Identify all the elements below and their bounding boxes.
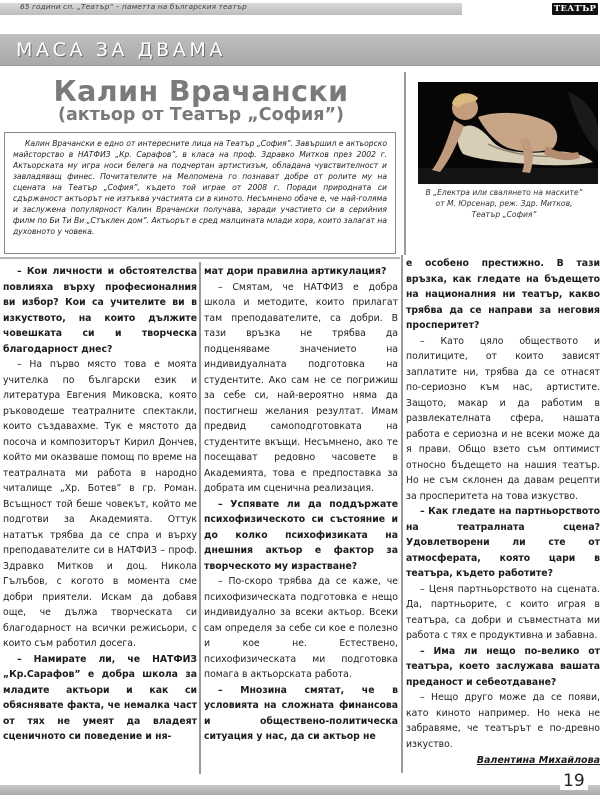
actor-photo bbox=[418, 82, 598, 184]
photo-caption bbox=[408, 187, 600, 220]
interview-question: – Намирате ли, че НАТФИЗ „Кр.Сарафов” е добра школа за младите актьори и как си обяснявате факта, че немалка част от тях не умеят да владеят сценичното си поведение и ня- bbox=[3, 653, 197, 742]
section-band bbox=[0, 34, 600, 66]
title-divider bbox=[404, 72, 406, 255]
article-column-1 bbox=[3, 264, 197, 745]
caption-line: В „Електра или свалянето на маските” bbox=[425, 188, 583, 197]
caption-line: от М. Юрсенар, реж. Здр. Митков, bbox=[435, 199, 573, 208]
article-title: Калин Врачански bbox=[53, 75, 349, 108]
section-title: МАСА ЗА ДВАМА bbox=[16, 39, 226, 61]
magazine-logo: ТЕАТЪР bbox=[553, 4, 597, 14]
intro-text: Калин Врачански е едно от интересните лица на Театър „София”. Завършил е актьорско майсторство в НАТФИЗ „Кр. Сарафов”, в класа на проф. Здравко Митков през 2002 г. Актьорската му игра носи белега на подчертан артистизъм, обладана чувствителност и завладяващ финес. Почитателите на Мелпомена го познават добре от ролите му на сцената на Театър „София”, където той играе от 2008 г. Поради природната си сдържаност актьорът не изтъква участията си в киното. Несъмнено обаче е, че най-голяма и заслужена популярност Калин Врачански получава, заради участието си в серийния филм по Би Ти Ви „Стъклен дом”. Актьорът е сред малцината млади хора, които залагат на духовното у човека. bbox=[13, 139, 387, 236]
page-number: 19 bbox=[560, 772, 588, 790]
column-divider-1 bbox=[199, 262, 201, 774]
interview-answer: – Като цяло обществото и политиците, от които зависят заплатите ни, трябва да се отнасят по-сериозно към нас, артистите. Защото, макар и да работим в развлекателната сфера, нашата работа е сериозна и не всеки може да я прави. Общо взето съм оптимист относно бъдещето на нашия театър. Но не съм склонен да давам рецепти за просперитета на това изкуство. bbox=[406, 335, 600, 502]
intro-bottom-rule bbox=[0, 257, 400, 259]
interview-answer: – На първо място това е моята учителка по български език и литература Евгения Миковска, която ръководеше театралните спектакли, които създавахме. Тук е мястото да посоча и композиторът Кирил Дончев, който ми оказваше помощ по време на театралната ми работа в народно читалище „Хр. Ботев” в гр. Роман. Всъщност той беше човекът, който ме подготви за Академията. Оттук нататък трябва да се спра и върху преподавателите си в НАТФИЗ – проф. Здравко Митков и доц. Никола Гълъбов, с когото в момента сме добри приятели. Искам да добавя още, че дължа творческата си благодарност на всички режисьори, с които съм работил досега. bbox=[3, 359, 197, 649]
caption-line: Театър „София” bbox=[471, 210, 537, 219]
article-column-3 bbox=[406, 256, 600, 769]
interview-answer: – Нещо друго може да се появи, като киното например. Но нека не забравяме, че театърът е по-древно изкуство. bbox=[406, 692, 600, 750]
actor-on-stage-image bbox=[418, 82, 598, 184]
interview-question: – Мнозина смятат, че в условията на сложната финансова и обществено-политическа ситуация у нас, да си актьор не bbox=[204, 684, 398, 742]
interview-question: – Кои личности и обстоятелства повлияха върху професионалния ви избор? Кои са учителите ви в изкуството, на които дължите човешката си и творческа благодарност днес? bbox=[3, 266, 197, 355]
interview-answer: – Смятам, че НАТФИЗ е добра школа и методите, които прилагат там преподавателите, са добри. В тази връзка не трябва да подценяваме значението на индивидуалната подготовка на студентите. Ако сам не се погрижиш за себе си, най-вероятно няма да постигнеш желания резултат. Имам предвид самоподготовката на студентите вкъщи. Несъмнено, ако те посещават редовно часовете в Академията, това е предпоставка за добрата им сценична реализация. bbox=[204, 281, 398, 494]
intro-box bbox=[4, 132, 396, 254]
interview-answer: – По-скоро трябва да се каже, че психофизическата подготовка е нещо индивидуално за всеки актьор. Всеки сам определя за себе си кое е полезно и кое не. Естествено, психофизическата ми подготовка помага в актьорската работа. bbox=[204, 576, 398, 680]
column-divider-2 bbox=[401, 255, 403, 773]
running-header bbox=[0, 0, 600, 18]
article-subtitle: (актьор от Театър „София”) bbox=[57, 105, 345, 125]
interview-question: – Успявате ли да поддържате психофизическото си състояние и до колко психофизиката на днешния актьор е фактор за творческото му израстване? bbox=[204, 498, 398, 572]
interview-question-continued: е особено престижно. В тази връзка, как гледате на бъдещето на националния ни театър, какво трябва да се направи за неговия просперитет? bbox=[406, 258, 600, 331]
footer-bar bbox=[0, 785, 600, 795]
article-column-2 bbox=[204, 264, 398, 745]
interview-question: – Как гледате на партньорството на театралната сцена? Удовлетворени ли сте от атмосферата, която цари в театъра, където работите? bbox=[406, 506, 600, 579]
interview-question: – Има ли нещо по-велико от театъра, което заслужава вашата преданост и себеотдаване? bbox=[406, 645, 600, 688]
running-title: 65 години сп. „Театър“ – паметта на българския театър bbox=[20, 2, 247, 11]
interview-answer: – Ценя партньорството на сцената. Да, партньорите, с които играя в театъра, са добри и съвместната ми работа с тях е продуктивна и забавна. bbox=[406, 583, 600, 641]
interview-question-continued: мат дори правилна артикулация? bbox=[204, 266, 387, 277]
author-signature: Валентина Михайлова bbox=[476, 755, 600, 766]
